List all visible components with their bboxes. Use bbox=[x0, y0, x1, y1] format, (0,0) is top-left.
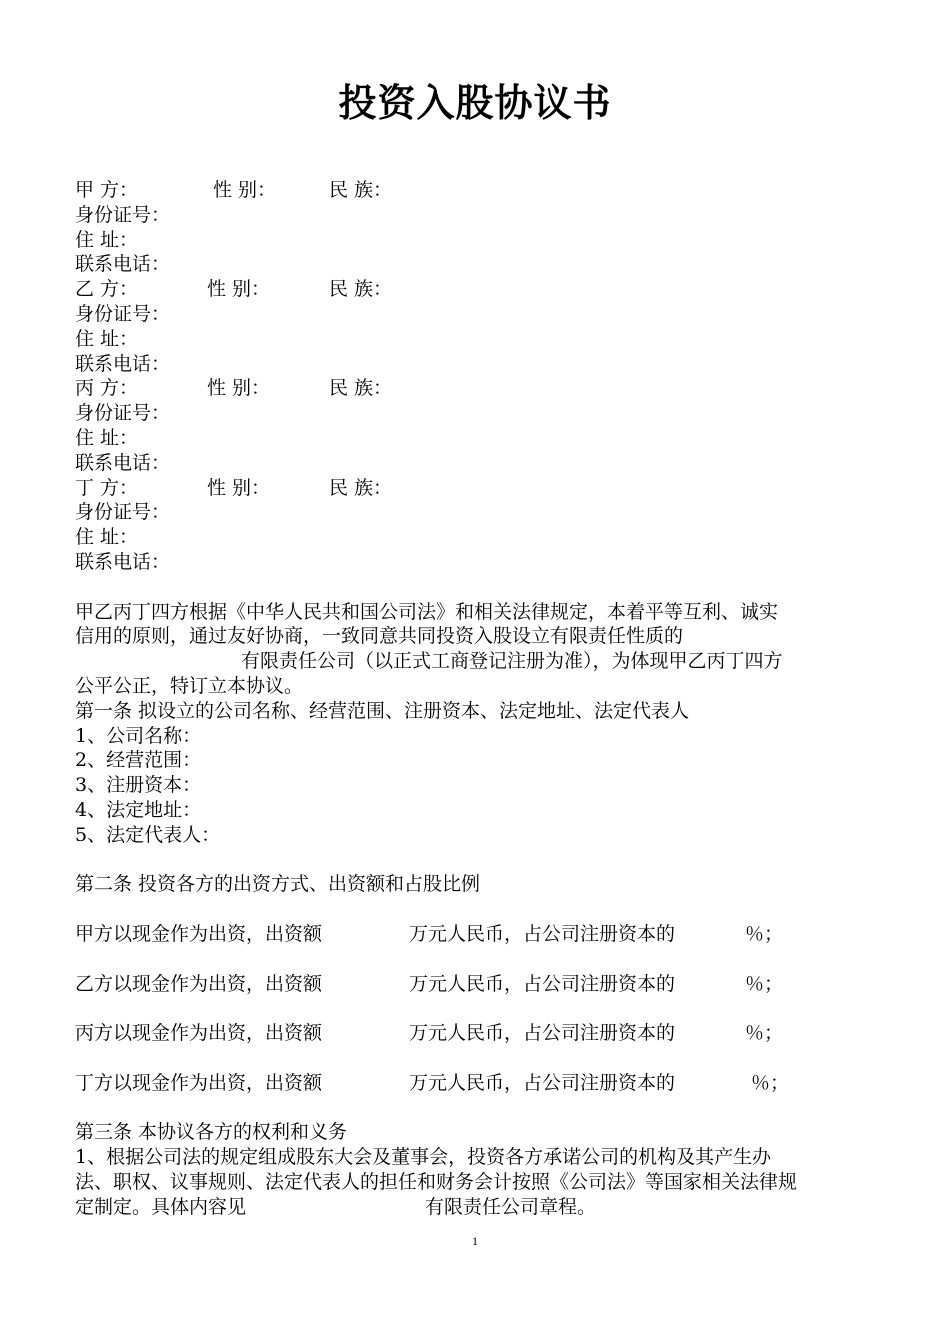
party-a-label: 甲 方： bbox=[75, 179, 139, 201]
contribution-b-text: 乙方以现金作为出资，出资额 bbox=[75, 972, 323, 995]
spacer bbox=[75, 996, 885, 1021]
contribution-d-percent: ％； bbox=[751, 1071, 790, 1094]
article-3-line-1: 1、根据公司法的规定组成股东大会及董事会，投资各方承诺公司的机构及其产生办 bbox=[75, 1146, 772, 1169]
contribution-c-percent: ％； bbox=[745, 1022, 784, 1045]
article-3-line-3 bbox=[75, 1195, 885, 1220]
party-b-label: 乙 方： bbox=[75, 278, 139, 301]
article-3-line-2: 法、职权、议事规则、法定代表人的担任和财务会计按照《公司法》等国家相关法律规 bbox=[75, 1170, 798, 1193]
article-1-item: 4、法定地址： bbox=[75, 798, 202, 821]
preamble-line-2: 信用的原则，通过友好协商，一致同意共同投资入股设立有限责任性质的 bbox=[75, 625, 684, 648]
party-d-phone: 联系电话： bbox=[75, 550, 171, 573]
article-3-line-3b: 有限责任公司章程。 bbox=[425, 1195, 597, 1218]
contribution-a-amount: 万元人民币，占公司注册资本的 bbox=[409, 922, 676, 945]
party-c-phone: 联系电话： bbox=[75, 451, 171, 474]
party-a-gender: 性 别： bbox=[213, 179, 277, 201]
party-a-id: 身份证号： bbox=[75, 203, 171, 226]
party-b-address: 住 址： bbox=[75, 327, 139, 350]
party-c-gender: 性 别： bbox=[207, 377, 271, 400]
preamble-line-4: 公平公正，特订立本协议。 bbox=[75, 674, 304, 697]
party-b-ethnic: 民 族： bbox=[329, 278, 393, 301]
party-c-ethnic: 民 族： bbox=[329, 377, 393, 400]
page-number: 1 bbox=[472, 1234, 478, 1248]
article-1-item: 5、法定代表人： bbox=[75, 823, 221, 846]
article-3-line-3a: 定制定。具体内容见 bbox=[75, 1195, 247, 1218]
contribution-c-amount: 万元人民币，占公司注册资本的 bbox=[409, 1022, 676, 1045]
party-b-id: 身份证号： bbox=[75, 302, 171, 325]
contribution-row-b bbox=[75, 972, 885, 997]
spacer bbox=[75, 1046, 885, 1071]
party-c-id: 身份证号： bbox=[75, 402, 171, 425]
party-d-gender: 性 别： bbox=[207, 476, 271, 499]
article-1-item: 3、注册资本： bbox=[75, 774, 202, 797]
article-2-heading: 第二条 投资各方的出资方式、出资额和占股比例 bbox=[75, 873, 481, 896]
contribution-d-text: 丁方以现金作为出资，出资额 bbox=[75, 1071, 323, 1094]
contribution-d-amount: 万元人民币，占公司注册资本的 bbox=[409, 1071, 676, 1094]
party-c-line bbox=[75, 376, 885, 401]
party-b-line bbox=[75, 277, 885, 302]
contribution-row-c bbox=[75, 1021, 885, 1046]
article-1-item: 2、经营范围： bbox=[75, 749, 202, 772]
contribution-a-percent: ％； bbox=[745, 922, 784, 945]
spacer bbox=[75, 575, 885, 600]
party-a-address: 住 址： bbox=[75, 228, 139, 251]
party-d-line bbox=[75, 476, 885, 501]
party-c-address: 住 址： bbox=[75, 426, 139, 449]
contribution-row-d bbox=[75, 1071, 885, 1096]
party-a-line bbox=[75, 178, 885, 203]
party-c-label: 丙 方： bbox=[75, 377, 139, 400]
party-b-gender: 性 别： bbox=[207, 278, 271, 301]
article-3-heading: 第三条 本协议各方的权利和义务 bbox=[75, 1121, 348, 1144]
party-b-phone: 联系电话： bbox=[75, 352, 171, 375]
spacer bbox=[75, 1095, 885, 1120]
party-d-ethnic: 民 族： bbox=[329, 476, 393, 499]
spacer bbox=[75, 897, 885, 922]
document-title: 投资入股协议书 bbox=[338, 81, 612, 125]
contribution-c-text: 丙方以现金作为出资，出资额 bbox=[75, 1022, 323, 1045]
spacer bbox=[75, 947, 885, 972]
preamble-line-3: 有限责任公司（以正式工商登记注册为准），为体现甲乙丙丁四方 bbox=[241, 650, 783, 673]
contribution-b-amount: 万元人民币，占公司注册资本的 bbox=[409, 972, 676, 995]
article-1-item: 1、公司名称： bbox=[75, 724, 202, 747]
contribution-b-percent: ％； bbox=[745, 972, 784, 995]
party-d-id: 身份证号： bbox=[75, 501, 171, 524]
contribution-row-a bbox=[75, 922, 885, 947]
article-1-heading: 第一条 拟设立的公司名称、经营范围、注册资本、法定地址、法定代表人 bbox=[75, 699, 690, 722]
party-d-label: 丁 方： bbox=[75, 476, 139, 499]
party-a-phone: 联系电话： bbox=[75, 253, 171, 276]
preamble-line-1: 甲乙丙丁四方根据《中华人民共和国公司法》和相关法律规定，本着平等互利、诚实 bbox=[75, 600, 779, 623]
spacer bbox=[75, 848, 885, 873]
contribution-a-text: 甲方以现金作为出资，出资额 bbox=[75, 922, 323, 945]
party-a-ethnic: 民 族： bbox=[329, 179, 393, 201]
document-body bbox=[75, 178, 885, 1219]
party-d-address: 住 址： bbox=[75, 526, 139, 549]
